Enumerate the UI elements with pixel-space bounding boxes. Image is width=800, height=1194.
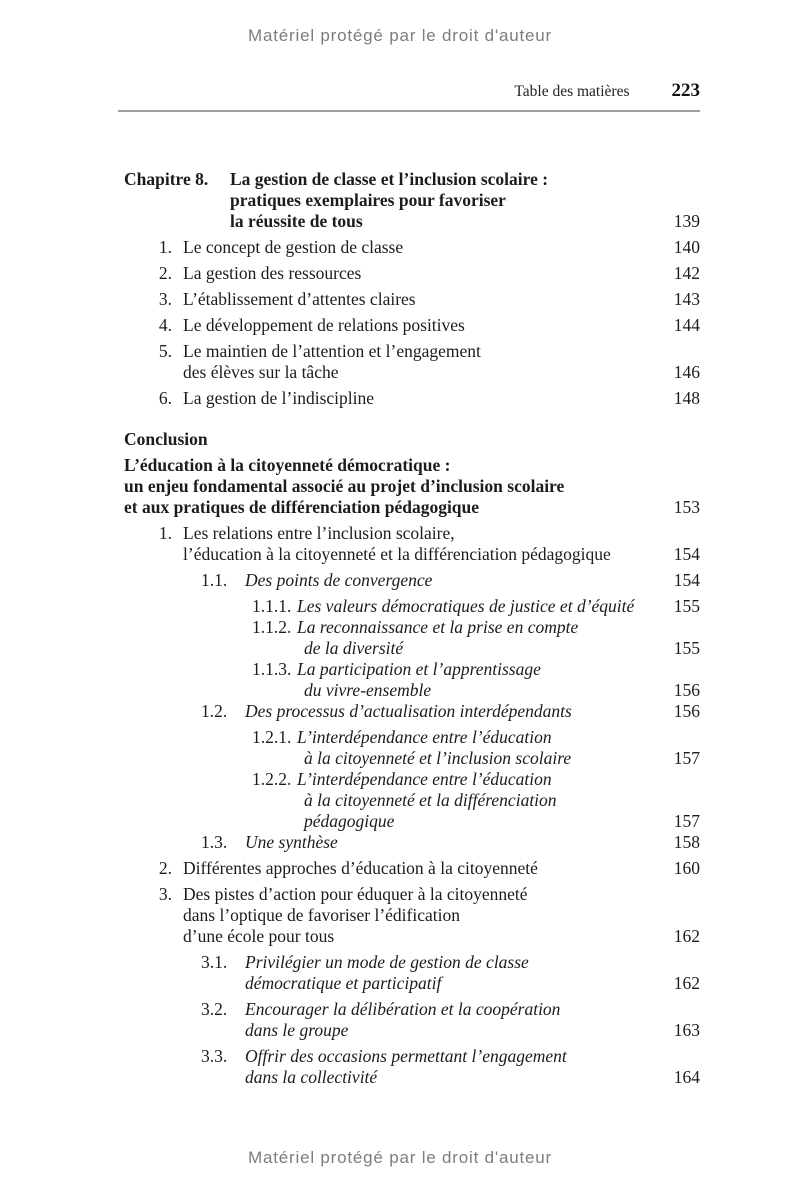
toc-entry-content xyxy=(124,701,648,722)
toc-entry-text: un enjeu fondamental associé au projet d’inclusion scolaire xyxy=(124,476,565,496)
toc-entry-content xyxy=(124,659,648,701)
header-rule xyxy=(118,110,700,112)
toc-entry-content xyxy=(124,884,648,947)
toc-entry xyxy=(124,455,700,518)
table-of-contents xyxy=(124,169,700,1093)
toc-entry xyxy=(124,169,700,232)
toc-entry-page: 140 xyxy=(673,237,700,257)
toc-entry-number: 4. xyxy=(158,315,172,335)
toc-entry-text: L’interdépendance entre l’éducation xyxy=(297,769,552,789)
toc-entry-content xyxy=(124,523,648,565)
toc-entry-text: L’éducation à la citoyenneté démocratique : xyxy=(124,455,451,475)
toc-entry-text: dans la collectivité xyxy=(245,1067,378,1087)
toc-entry xyxy=(124,727,700,769)
toc-entry-text: la réussite de tous xyxy=(230,211,363,231)
toc-entry xyxy=(124,315,700,336)
toc-entry-text: Privilégier un mode de gestion de classe xyxy=(245,952,529,972)
toc-entry-text: La gestion de l’indiscipline xyxy=(183,388,374,408)
toc-entry-text: l’éducation à la citoyenneté et la différenciation pédagogique xyxy=(183,544,611,564)
toc-entry-content xyxy=(124,1046,648,1088)
toc-entry-content xyxy=(124,289,648,310)
toc-entry-content xyxy=(124,952,648,994)
running-head xyxy=(118,80,700,102)
toc-entry-page: 156 xyxy=(673,701,700,721)
toc-entry xyxy=(124,952,700,994)
toc-entry-number: 3.1. xyxy=(201,952,228,972)
toc-entry xyxy=(124,388,700,409)
toc-entry-page: 153 xyxy=(673,497,700,517)
toc-entry-number: 1.1.2. xyxy=(252,617,292,637)
toc-entry-number: 1.2. xyxy=(201,701,228,721)
toc-entry-text: L’interdépendance entre l’éducation xyxy=(297,727,552,747)
toc-entry-text: pratiques exemplaires pour favoriser xyxy=(230,190,506,210)
toc-entry-content xyxy=(124,341,648,383)
toc-entry xyxy=(124,237,700,258)
toc-entry xyxy=(124,769,700,832)
toc-entry-content xyxy=(124,429,700,450)
toc-entry-text: de la diversité xyxy=(304,638,404,658)
toc-entry-page: 163 xyxy=(673,1020,700,1040)
toc-entry-page: 162 xyxy=(673,973,700,993)
toc-entry-number: 3.3. xyxy=(201,1046,228,1066)
toc-entry-text: Des points de convergence xyxy=(245,570,433,590)
toc-entry xyxy=(124,523,700,565)
toc-entry-page: 139 xyxy=(673,211,700,231)
toc-entry xyxy=(124,659,700,701)
toc-entry-content xyxy=(124,237,648,258)
toc-entry-number: 6. xyxy=(158,388,172,408)
toc-entry xyxy=(124,570,700,591)
toc-entry xyxy=(124,596,700,617)
toc-entry-text: Offrir des occasions permettant l’engagement xyxy=(245,1046,567,1066)
toc-entry-page: 146 xyxy=(673,362,700,382)
toc-entry-text: à la citoyenneté et la différenciation xyxy=(304,790,557,810)
toc-entry-text: Conclusion xyxy=(124,429,208,449)
toc-entry-page: 143 xyxy=(673,289,700,309)
toc-entry-page: 144 xyxy=(673,315,700,335)
toc-entry-text: L’établissement d’attentes claires xyxy=(183,289,416,309)
toc-entry-page: 157 xyxy=(673,748,700,768)
toc-entry-page: 160 xyxy=(673,858,700,878)
toc-entry-text: Le développement de relations positives xyxy=(183,315,465,335)
toc-entry-text: La gestion de classe et l’inclusion scolaire : xyxy=(230,169,549,189)
toc-entry-text: des élèves sur la tâche xyxy=(183,362,339,382)
toc-entry-number: Chapitre 8. xyxy=(124,169,209,189)
toc-entry xyxy=(124,341,700,383)
toc-entry-text: La participation et l’apprentissage xyxy=(297,659,541,679)
toc-entry-content xyxy=(124,617,648,659)
toc-entry-number: 2. xyxy=(158,858,172,878)
toc-entry-text: dans l’optique de favoriser l’édification xyxy=(183,905,460,925)
toc-entry-page: 156 xyxy=(673,680,700,700)
toc-entry xyxy=(124,701,700,722)
toc-entry-content xyxy=(124,570,648,591)
toc-entry-page: 142 xyxy=(673,263,700,283)
toc-entry xyxy=(124,263,700,284)
toc-entry-page: 158 xyxy=(673,832,700,852)
toc-entry-number: 5. xyxy=(158,341,172,361)
toc-entry-number: 2. xyxy=(158,263,172,283)
toc-entry-text: Des processus d’actualisation interdépendants xyxy=(245,701,572,721)
toc-entry-text: La reconnaissance et la prise en compte xyxy=(297,617,579,637)
toc-entry-number: 1.1.1. xyxy=(252,596,292,616)
toc-entry-text: pédagogique xyxy=(304,811,395,831)
toc-entry-text: Les valeurs démocratiques de justice et d’équité xyxy=(297,596,635,616)
toc-entry-page: 164 xyxy=(673,1067,700,1087)
toc-entry-page: 148 xyxy=(673,388,700,408)
toc-entry xyxy=(124,1046,700,1088)
toc-entry-number: 3. xyxy=(158,884,172,904)
toc-entry-content xyxy=(124,263,648,284)
toc-entry-page: 154 xyxy=(673,544,700,564)
toc-entry-content xyxy=(124,999,648,1041)
toc-entry-text: et aux pratiques de différenciation pédagogique xyxy=(124,497,480,517)
running-title: Table des matières xyxy=(514,83,630,100)
toc-entry-text: à la citoyenneté et l’inclusion scolaire xyxy=(304,748,572,768)
copyright-watermark-bottom: Matériel protégé par le droit d'auteur xyxy=(248,1148,552,1167)
toc-entry xyxy=(124,429,700,450)
toc-entry xyxy=(124,289,700,310)
toc-entry-number: 3. xyxy=(158,289,172,309)
toc-entry-text: Les relations entre l’inclusion scolaire, xyxy=(183,523,455,543)
toc-entry-text: dans le groupe xyxy=(245,1020,349,1040)
toc-entry xyxy=(124,999,700,1041)
toc-entry-text: d’une école pour tous xyxy=(183,926,335,946)
toc-entry-text: démocratique et participatif xyxy=(245,973,442,993)
toc-entry-page: 155 xyxy=(673,638,700,658)
toc-entry-number: 1. xyxy=(158,237,172,257)
toc-entry-page: 154 xyxy=(673,570,700,590)
toc-entry-page: 157 xyxy=(673,811,700,831)
toc-entry-page: 162 xyxy=(673,926,700,946)
toc-entry-content xyxy=(124,596,648,617)
toc-entry xyxy=(124,858,700,879)
toc-entry-text: Le maintien de l’attention et l’engagement xyxy=(183,341,481,361)
toc-entry-text: Encourager la délibération et la coopération xyxy=(245,999,561,1019)
toc-entry-content xyxy=(124,455,648,518)
toc-entry-content xyxy=(124,727,648,769)
toc-entry-number: 1.2.1. xyxy=(252,727,292,747)
toc-entry-number: 1.1. xyxy=(201,570,228,590)
copyright-watermark-top: Matériel protégé par le droit d'auteur xyxy=(248,26,552,45)
toc-entry-content xyxy=(124,832,648,853)
toc-entry-number: 1.2.2. xyxy=(252,769,292,789)
toc-entry-page: 155 xyxy=(673,596,700,616)
toc-entry-text: du vivre-ensemble xyxy=(304,680,432,700)
toc-entry-content xyxy=(124,388,648,409)
toc-entry-number: 1.1.3. xyxy=(252,659,292,679)
toc-entry-content xyxy=(124,169,648,232)
toc-entry-text: Une synthèse xyxy=(245,832,338,852)
toc-entry-content xyxy=(124,769,648,832)
toc-entry-number: 3.2. xyxy=(201,999,228,1019)
toc-entry xyxy=(124,617,700,659)
toc-entry xyxy=(124,884,700,947)
toc-entry-text: Des pistes d’action pour éduquer à la citoyenneté xyxy=(183,884,528,904)
page-number: 223 xyxy=(671,80,700,101)
toc-entry-text: La gestion des ressources xyxy=(183,263,362,283)
toc-entry xyxy=(124,832,700,853)
toc-entry-content xyxy=(124,315,648,336)
toc-entry-text: Différentes approches d’éducation à la citoyenneté xyxy=(183,858,538,878)
toc-entry-content xyxy=(124,858,648,879)
toc-entry-number: 1.3. xyxy=(201,832,228,852)
toc-entry-text: Le concept de gestion de classe xyxy=(183,237,404,257)
toc-entry-number: 1. xyxy=(158,523,172,543)
